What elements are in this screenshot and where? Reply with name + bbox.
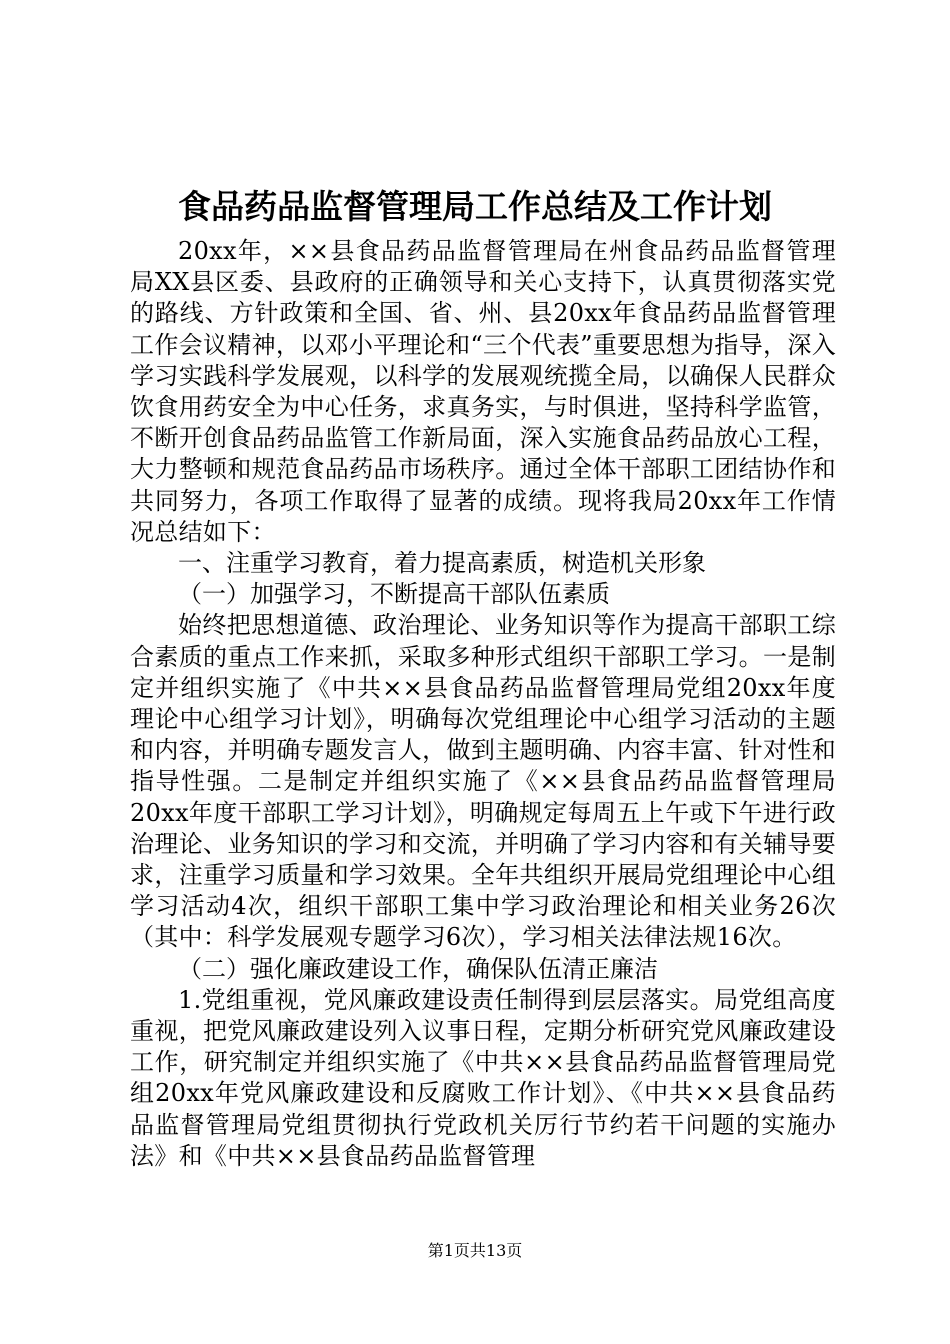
section-heading-1: 一、注重学习教育，着力提高素质，树造机关形象 xyxy=(178,549,706,578)
paragraph-intro: 20xx年，××县食品药品监督管理局在州食品药品监督管理局XX县区委、县政府的正确领导和关心支持下，认真贯彻落实党的路线、方针政策和全国、省、州、县20xx年食品药品监督管理工作会议精神，以邓小平理论和“三个代表”重要思想为指导，深入学习实践科学发展观，以科学的发展观统揽全局，以确保人民群众饮食用药安全为中心任务，求真务实，与时俱进，坚持科学监管，不断开创食品药品监管工作新局面，深入实施食品药品放心工程，大力整顿和规范食品药品市场秩序。通过全体干部职工团结协作和共同努力，各项工作取得了显著的成绩。现将我局20xx年工作情况总结如下： xyxy=(130,237,836,546)
document-title: 食品药品监督管理局工作总结及工作计划 xyxy=(178,187,772,226)
page-number: 第1页 xyxy=(427,1241,470,1260)
page-total: 共13页 xyxy=(469,1241,523,1260)
page-footer xyxy=(0,1240,950,1262)
document-body xyxy=(130,236,836,1172)
paragraph-integrity: 1.党组重视，党风廉政建设责任制得到层层落实。局党组高度重视，把党风廉政建设列入议事日程，定期分析研究党风廉政建设工作，研究制定并组织实施了《中共××县食品药品监督管理局党组20xx年党风廉政建设和反腐败工作计划》、《中共××县食品药品监督管理局党组贯彻执行党政机关厉行节约若干问题的实施办法》和《中共××县食品药品监督管理 xyxy=(130,985,836,1170)
subsection-heading-1: （一）加强学习，不断提高干部队伍素质 xyxy=(178,580,610,609)
paragraph-study: 始终把思想道德、政治理论、业务知识等作为提高干部职工综合素质的重点工作来抓，采取多种形式组织干部职工学习。一是制定并组织实施了《中共××县食品药品监督管理局党组20xx年度理论中心组学习计划》，明确每次党组理论中心组学习活动的主题和内容，并明确专题发言人，做到主题明确、内容丰富、针对性和指导性强。二是制定并组织实施了《××县食品药品监督管理局20xx年度干部职工学习计划》，明确规定每周五上午或下午进行政治理论、业务知识的学习和交流，并明确了学习内容和有关辅导要求，注重学习质量和学习效果。全年共组织开展局党组理论中心组学习活动4次，组织干部职工集中学习政治理论和相关业务26次（其中：科学发展观专题学习6次），学习相关法律法规16次。 xyxy=(130,611,836,952)
subsection-heading-2: （二）强化廉政建设工作，确保队伍清正廉洁 xyxy=(178,954,658,983)
